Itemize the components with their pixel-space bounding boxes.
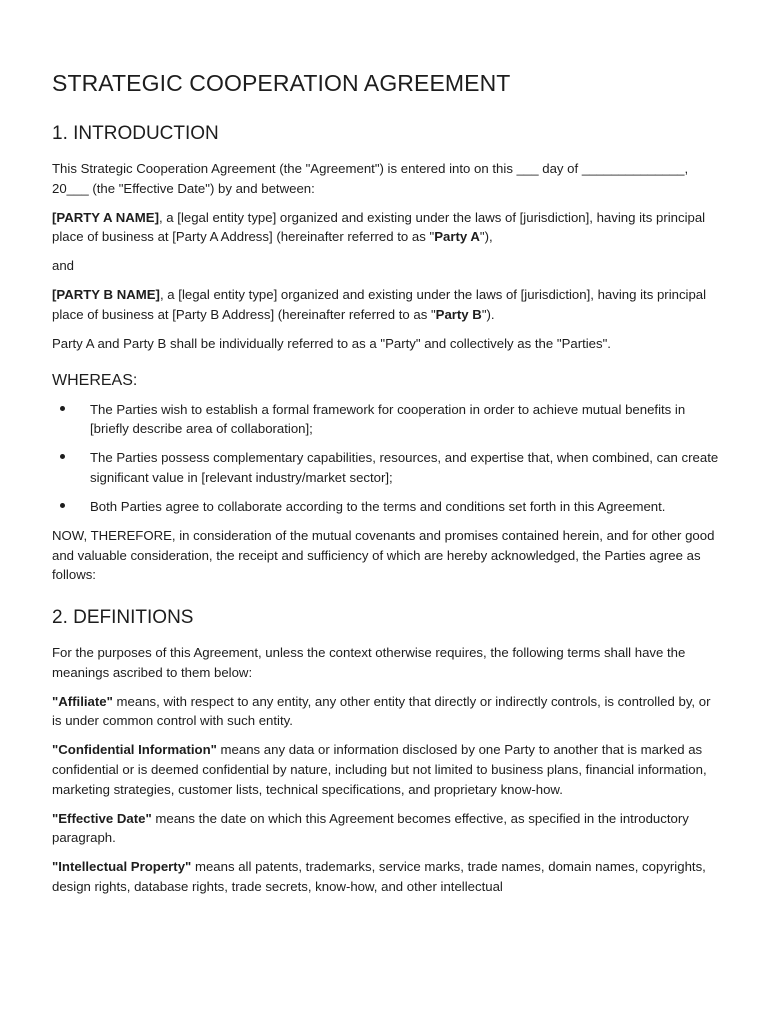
- whereas-heading: WHEREAS:: [52, 371, 138, 389]
- definition-text: means any data or information disclosed by one Party to another that is marked as confidential or is deemed confidential by nature, including but not limited to business plans, financial information, marketing strategies, customer lists, technical specifications, and proprietary know-how.: [52, 742, 707, 797]
- party-b-text: , a [legal entity type] organized and existing under the laws of [jurisdiction], having its principal place of business at [Party B Address] (hereinafter referred to as ": [52, 287, 707, 323]
- definition-text: means, with respect to any entity, any other entity that directly or indirectly controls, is controlled by, or is under common control with such entity.: [52, 693, 711, 729]
- section-heading-introduction: 1. INTRODUCTION: [52, 123, 219, 144]
- definition-text: means the date on which this Agreement becomes effective, as specified in the introductory paragraph.: [52, 810, 689, 846]
- definition-term: "Confidential Information": [52, 742, 217, 758]
- and-paragraph: and: [52, 258, 75, 274]
- definition-affiliate: [52, 692, 720, 731]
- intro-paragraph: This Strategic Cooperation Agreement (the "Agreement") is entered into on this ___ day of ______________, 20___ (the "Effective Date") by and between:: [52, 161, 689, 196]
- list-item: [52, 400, 720, 439]
- definition-intellectual-property: [52, 857, 720, 896]
- list-item: [52, 497, 720, 517]
- parties-paragraph: Party A and Party B shall be individually referred to as a "Party" and collectively as the "Parties".: [52, 336, 611, 352]
- party-b-end: ").: [481, 307, 495, 323]
- list-item-text: Both Parties agree to collaborate according to the terms and conditions set forth in this Agreement.: [90, 499, 666, 515]
- definition-term: "Affiliate": [52, 693, 113, 709]
- document-page: [52, 70, 720, 906]
- list-item-text: The Parties possess complementary capabilities, resources, and expertise that, when combined, can create significant value in [relevant industry/market sector];: [90, 450, 719, 486]
- party-b-name: [PARTY B NAME]: [52, 287, 160, 303]
- party-a-end: "),: [479, 229, 493, 245]
- definition-term: "Intellectual Property": [52, 859, 192, 875]
- definitions-intro: For the purposes of this Agreement, unless the context otherwise requires, the following terms shall have the meanings ascribed to them below:: [52, 645, 686, 680]
- party-a-name: [PARTY A NAME]: [52, 209, 159, 225]
- section-heading-definitions: 2. DEFINITIONS: [52, 607, 194, 628]
- definition-term: "Effective Date": [52, 810, 152, 826]
- list-item: [52, 448, 720, 487]
- definition-confidential-information: [52, 740, 720, 799]
- bullet-icon: [60, 454, 65, 459]
- now-therefore-paragraph: NOW, THEREFORE, in consideration of the mutual covenants and promises contained herein, and for other good and valuable consideration, the receipt and sufficiency of which are hereby acknowledged, the Parties agree as follows:: [52, 528, 715, 583]
- party-b-paragraph: [52, 285, 720, 324]
- document-title: STRATEGIC COOPERATION AGREEMENT: [52, 70, 511, 96]
- party-b-short: Party B: [435, 307, 482, 323]
- definition-text: means all patents, trademarks, service marks, trade names, domain names, copyrights, design rights, database rights, trade secrets, know-how, and other intellectual: [52, 859, 706, 894]
- whereas-list: [52, 400, 720, 517]
- bullet-icon: [60, 406, 65, 411]
- bullet-icon: [60, 503, 65, 508]
- party-a-paragraph: [52, 208, 720, 247]
- list-item-text: The Parties wish to establish a formal framework for cooperation in order to achieve mutual benefits in [briefly describe area of collaboration];: [90, 401, 686, 437]
- party-a-text: , a [legal entity type] organized and existing under the laws of [jurisdiction], having its principal place of business at [Party A Address] (hereinafter referred to as ": [52, 209, 706, 245]
- definition-effective-date: [52, 809, 720, 848]
- party-a-short: Party A: [434, 229, 480, 245]
